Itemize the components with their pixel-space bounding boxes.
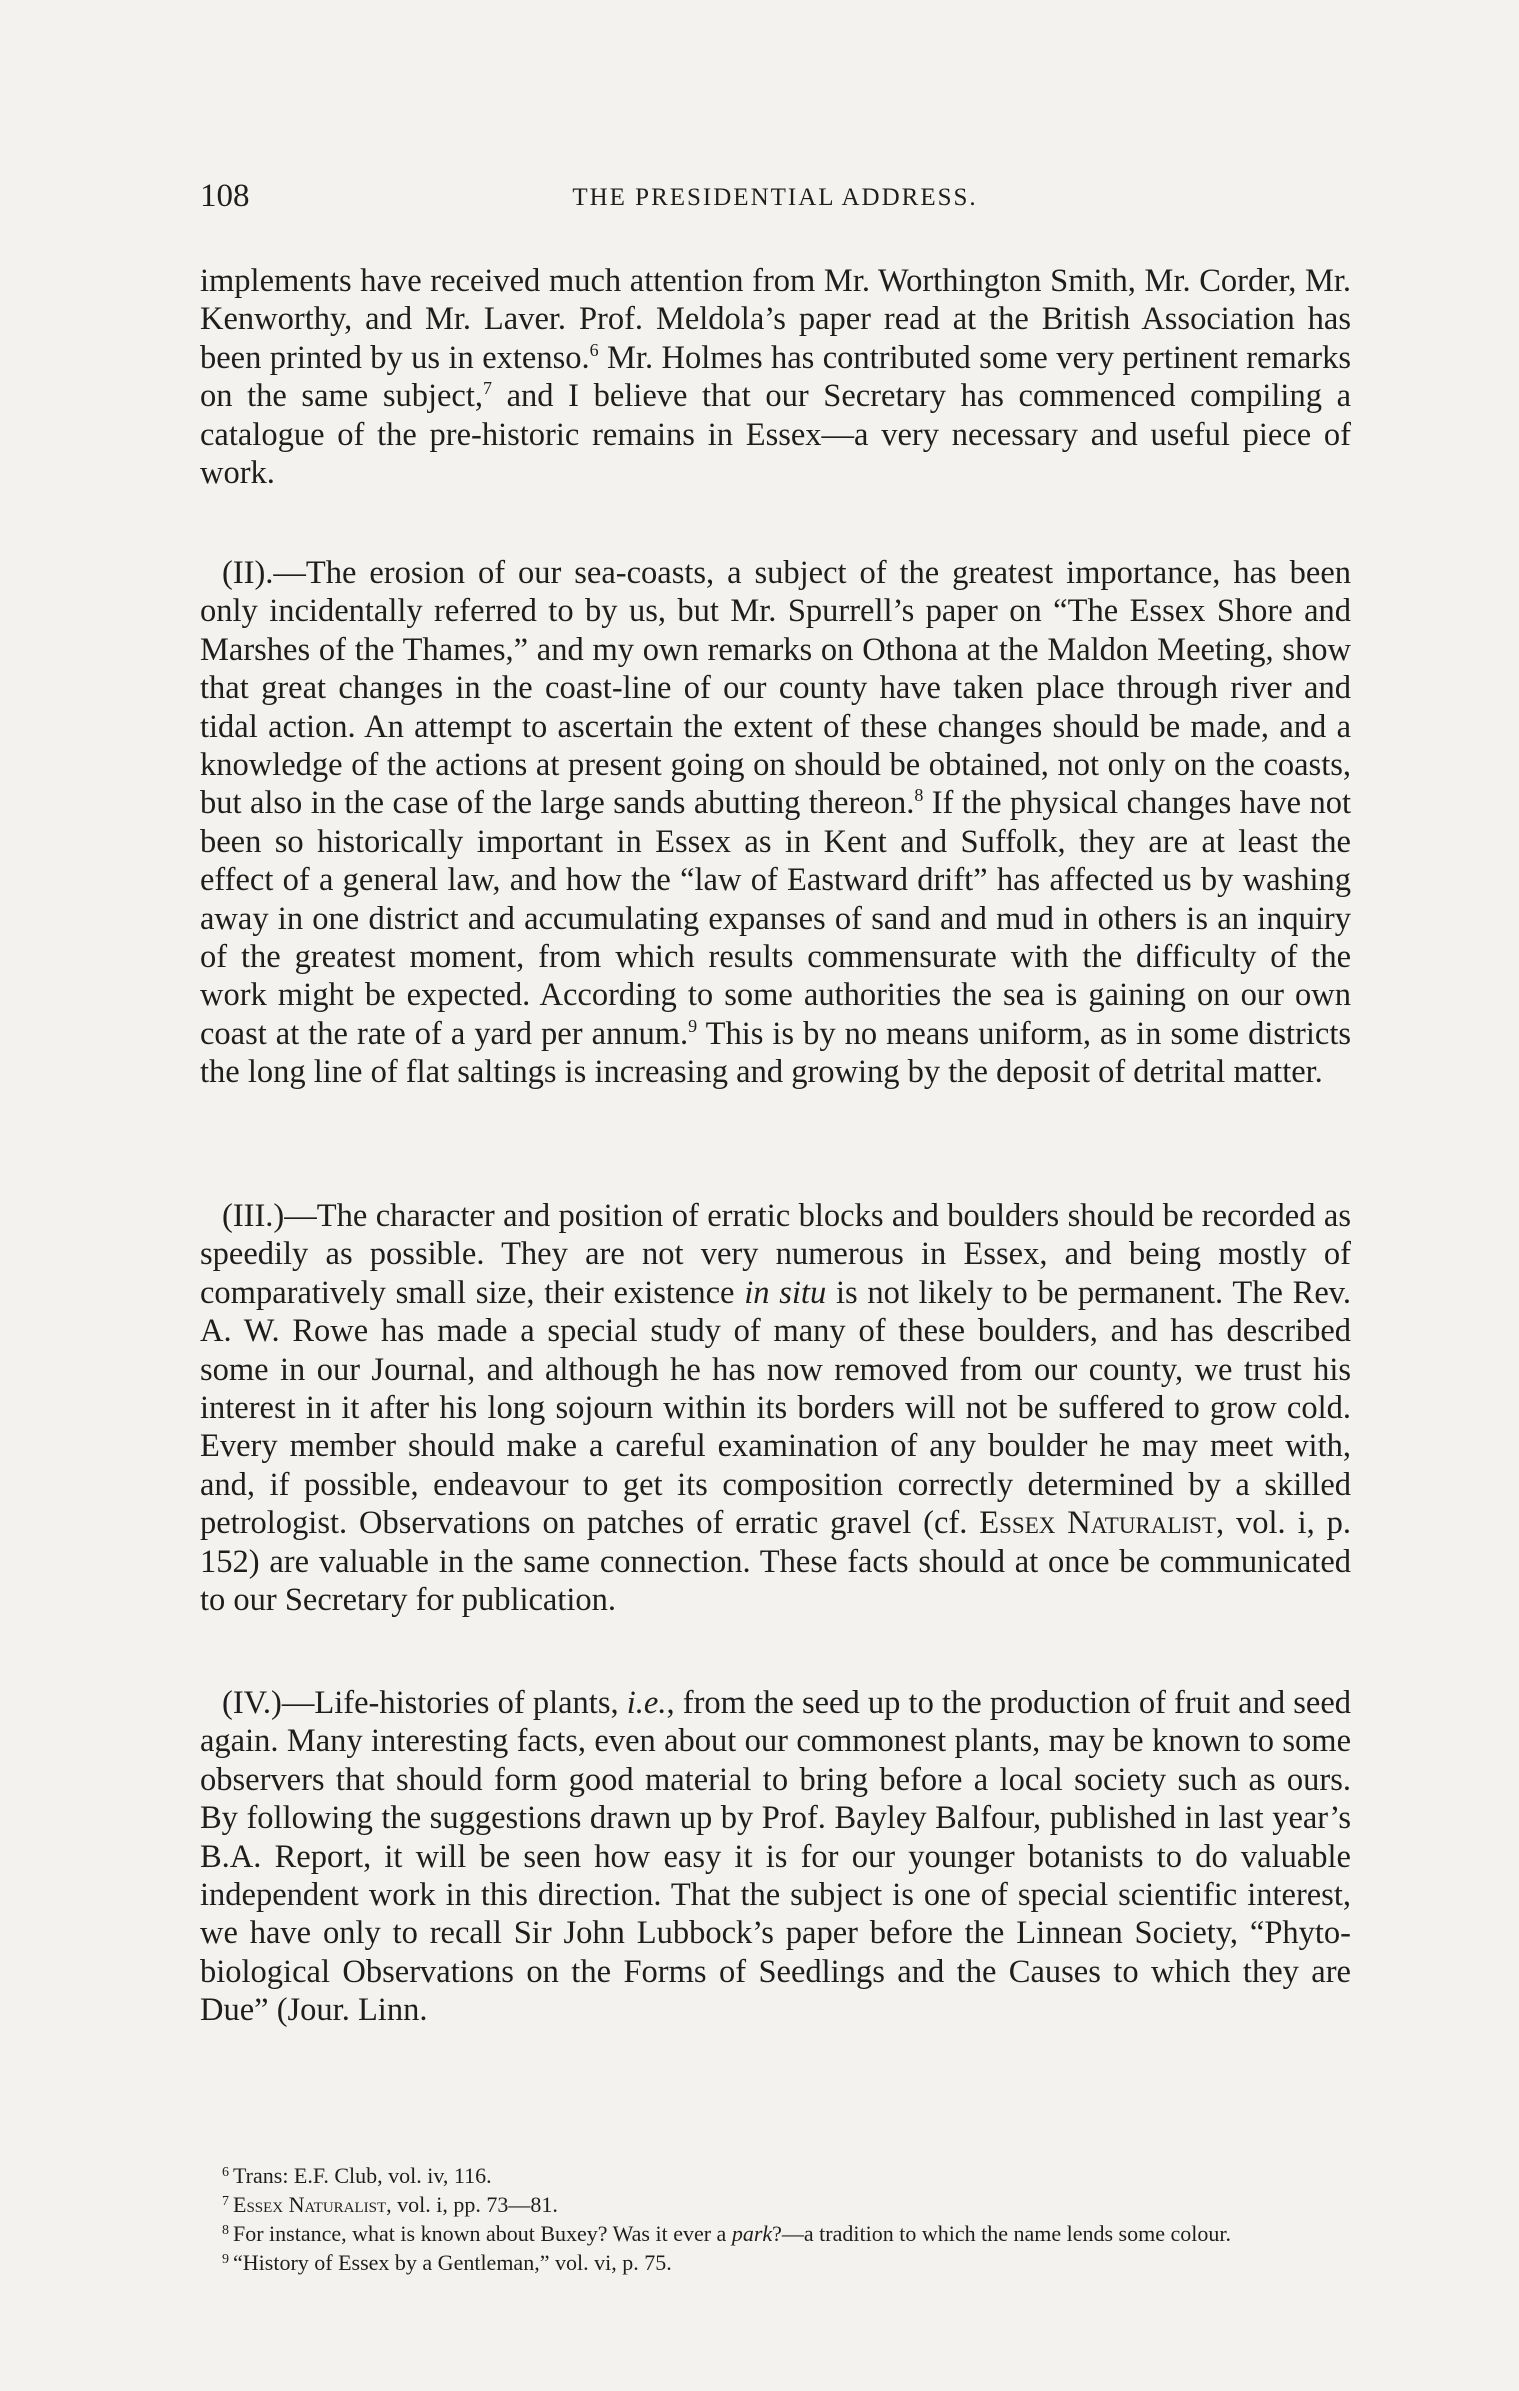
text-run: is not likely to be permanent. The Rev. A. W. Rowe has made a special study of many of these boulders, and has described some in our Journal, and although he has now removed from our county, we trust his interest in it after his long sojourn within its borders will not be suffered to grow cold. Every member should make a careful examination of any boulder he may meet with, and, if possible, endeavour to get its composition correctly determined by a skilled petrologist. Observations on patches of erratic gravel (cf. — [200, 1274, 1352, 1542]
footnote-text: ?—a tradition to which the name lends some colour. — [772, 2221, 1231, 2246]
journal-title: Essex Naturalist — [233, 2192, 387, 2217]
text-run: If the physical changes have not been so historically important in Essex as in Kent and Suffolk, they are at least the effect of a general law, and how the “law of Eastward drift” has affected us by washing away in one district and accumulating expanses of sand and mud in others is an inquiry of the greatest moment, from which results commensurate with the difficulty of the work might be expected. According to some authorities the sea is gaining on our own coast at the rate of a yard per annum. — [200, 785, 1351, 1052]
journal-title: Essex Naturalist — [979, 1505, 1216, 1542]
footnote-text: “History of Essex by a Gentleman,” vol. vi, p. 75. — [233, 2250, 672, 2275]
footnote-9 — [200, 2247, 1351, 2276]
running-head: THE PRESIDENTIAL ADDRESS. — [572, 184, 978, 211]
footnote-mark: 6 — [222, 2165, 229, 2180]
footnote-text: , vol. i, pp. 73—81. — [386, 2192, 558, 2217]
italic-text: park — [731, 2221, 773, 2246]
text-run: , from the seed up to the production of fruit and seed again. Many interesting facts, even about our commonest plants, may be known to some observers that should form good material to bring before a local society such as ours. By following the suggestions drawn up by Prof. Bayley Balfour, published in last year’s B.A. Report, it will be seen how easy it is for our younger botanists to do valuable independent work in this direction. That the subject is one of special scientific interest, we have only to recall Sir John Lubbock’s paper before the Linnean Society, “Phyto-biological Observations on the Forms of Seedlings and the Causes to which they are Due” (Jour. Linn. — [200, 1685, 1351, 2029]
page-header — [200, 178, 1350, 222]
text-run: , vol. i, p. 152) are valuable in the same connection. These facts should at once be communicated to our Secretary for publication. — [200, 1505, 1352, 1619]
paragraph-erosion — [200, 554, 1351, 1092]
text-run: (II).—The erosion of our sea-coasts, a subject of the greatest importance, has been only incidentally referred to by us, but Mr. Spurrell’s paper on “The Essex Shore and Marshes of the Thames,” and my own remarks on Othona at the Maldon Meeting, show that great changes in the coast-line of our county have taken place through river and tidal action. An attempt to ascertain the extent of these changes should be made, and a knowledge of the actions at present going on should be obtained, not only on the coasts, but also in the case of the large sands abutting thereon. — [200, 555, 1351, 822]
paragraph-erratic-blocks — [200, 1197, 1351, 1619]
text-run: (IV.)—Life-histories of plants, — [222, 1685, 627, 1721]
text-run: This is by no means uniform, as in some districts the long line of flat saltings is increasing and growing by the deposit of detrital matter. — [200, 1015, 1351, 1091]
italic-text: in situ — [744, 1274, 827, 1311]
footnote-ref-9: 9 — [688, 1015, 698, 1036]
footnotes — [200, 2160, 1351, 2276]
footnote-ref-7: 7 — [483, 378, 492, 399]
paragraph-life-histories — [200, 1684, 1351, 2030]
footnote-text: For instance, what is known about Buxey? Was it ever a — [233, 2221, 732, 2246]
footnote-text: Trans: E.F. Club, vol. iv, 116. — [233, 2163, 492, 2188]
text-run: (III.)—The character and position of erratic blocks and boulders should be recorded as speedily as possible. They are not very numerous in Essex, and being mostly of comparatively small size, their existence — [200, 1198, 1351, 1311]
footnote-8 — [200, 2218, 1351, 2247]
footnote-ref-6: 6 — [589, 339, 599, 360]
footnote-mark: 9 — [222, 2252, 229, 2267]
footnote-mark: 8 — [222, 2223, 229, 2238]
text-run: Mr. Holmes has contributed some very pertinent remarks on the same subject, — [200, 339, 1351, 415]
page-number: 108 — [200, 178, 250, 214]
text-run: and I believe that our Secretary has commenced compiling a catalogue of the pre-historic remains in Essex—a very necessary and useful piece of work. — [200, 378, 1351, 492]
paragraph-implements — [200, 262, 1351, 492]
footnote-mark: 7 — [222, 2194, 229, 2209]
footnote-ref-8: 8 — [914, 785, 924, 806]
text-run: implements have received much attention from Mr. Worthington Smith, Mr. Corder, Mr. Kenworthy, and Mr. Laver. Prof. Meldola’s paper read at the British Association has been printed by us in extenso. — [200, 263, 1351, 376]
footnote-7 — [200, 2189, 1351, 2218]
footnote-6 — [200, 2160, 1351, 2189]
italic-text: i.e. — [626, 1685, 667, 1721]
